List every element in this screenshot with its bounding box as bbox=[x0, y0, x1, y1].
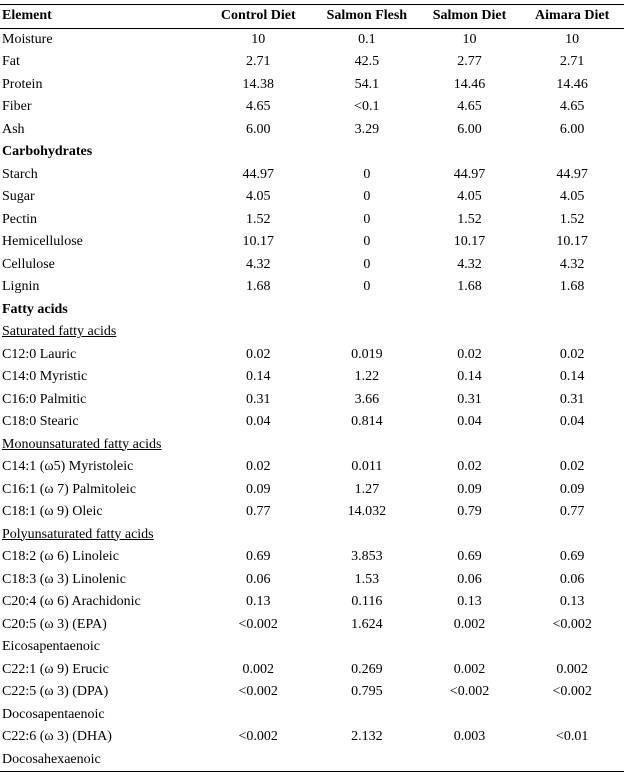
cell-salmon-diet: 6.00 bbox=[457, 121, 482, 137]
cell-control-diet: 4.65 bbox=[245, 99, 271, 114]
table-row bbox=[0, 659, 624, 682]
cell-element: Cellulose bbox=[2, 256, 55, 272]
cell-element: Lignin bbox=[2, 279, 40, 294]
cell-salmon-flesh: 0.814 bbox=[351, 414, 383, 429]
cell-salmon-flesh: 1.22 bbox=[354, 369, 380, 384]
empty-cell bbox=[419, 141, 521, 164]
cell-aimara-diet: 1.68 bbox=[559, 279, 585, 294]
empty-cell bbox=[315, 321, 419, 344]
cell-element: C20:5 (ω 3) (EPA) bbox=[2, 616, 107, 632]
cell-element bbox=[0, 141, 201, 164]
header-aimara-diet: Aimara Diet bbox=[520, 5, 624, 29]
table-row bbox=[0, 501, 624, 524]
cell-salmon-diet: 0.002 bbox=[453, 616, 486, 632]
empty-cell bbox=[201, 141, 315, 164]
cell-aimara-diet: 0.13 bbox=[559, 594, 585, 609]
header-element: Element bbox=[0, 5, 201, 29]
cell-salmon-flesh: 42.5 bbox=[354, 54, 380, 69]
table-row bbox=[0, 254, 624, 277]
cell-aimara-diet: 0.14 bbox=[559, 369, 585, 384]
cell-control-diet: 0.04 bbox=[245, 414, 271, 429]
cell-aimara-diet: 14.46 bbox=[556, 76, 588, 92]
table-row bbox=[0, 28, 624, 51]
table-row bbox=[0, 231, 624, 254]
empty-cell bbox=[419, 434, 521, 457]
subsection-row bbox=[0, 524, 624, 547]
cell-control-diet: 0.77 bbox=[245, 504, 271, 519]
header-control-diet: Control Diet bbox=[201, 5, 315, 29]
empty-cell bbox=[315, 299, 419, 322]
empty-cell bbox=[201, 524, 315, 547]
cell-aimara-diet: 2.71 bbox=[559, 54, 585, 69]
cell-control-diet: 4.05 bbox=[245, 189, 271, 204]
cell-control-diet: 0.09 bbox=[245, 481, 271, 497]
cell-salmon-diet: <0.002 bbox=[449, 684, 490, 699]
cell-aimara-diet: 10.17 bbox=[556, 234, 588, 249]
empty-cell bbox=[201, 704, 315, 727]
cell-salmon-diet: 10 bbox=[462, 31, 477, 47]
table-row bbox=[0, 344, 624, 367]
cell-element: C16:1 (ω 7) Palmitoleic bbox=[2, 481, 137, 497]
empty-cell bbox=[315, 704, 419, 727]
cell-salmon-flesh: 1.624 bbox=[351, 616, 383, 632]
cell-salmon-diet: 0.09 bbox=[457, 481, 482, 497]
cell-control-diet: <0.002 bbox=[238, 616, 278, 632]
cell-element: C14:0 Myristic bbox=[2, 369, 88, 384]
cell-aimara-diet: 10 bbox=[565, 31, 580, 47]
cell-control-diet: 0.06 bbox=[245, 571, 271, 587]
section-row bbox=[0, 141, 624, 164]
section-heading: Carbohydrates bbox=[2, 144, 93, 159]
subsection-heading: Saturated fatty acids bbox=[2, 324, 117, 339]
subsection-row bbox=[0, 321, 624, 344]
section-row bbox=[0, 299, 624, 322]
cell-element: C18:2 (ω 6) Linoleic bbox=[2, 549, 119, 564]
cell-element: C16:0 Palmitic bbox=[2, 391, 87, 407]
cell-salmon-diet: 0.31 bbox=[457, 391, 482, 407]
cell-element bbox=[0, 749, 201, 772]
cell-element: Moisture bbox=[2, 31, 53, 47]
empty-cell bbox=[520, 434, 624, 457]
cell-salmon-diet: 4.05 bbox=[457, 189, 482, 204]
table-row bbox=[0, 164, 624, 187]
label-row bbox=[0, 636, 624, 659]
cell-element: Starch bbox=[2, 166, 38, 182]
table-row bbox=[0, 51, 624, 74]
empty-cell bbox=[201, 749, 315, 772]
table-row bbox=[0, 186, 624, 209]
cell-control-diet: <0.002 bbox=[238, 684, 278, 699]
row-label-continuation: Docosapentaenoic bbox=[2, 706, 105, 722]
row-label-continuation: Eicosapentaenoic bbox=[2, 639, 100, 654]
cell-aimara-diet: 4.05 bbox=[559, 189, 585, 204]
header-row bbox=[0, 5, 624, 29]
cell-aimara-diet: 1.52 bbox=[559, 211, 585, 227]
cell-control-diet: 1.52 bbox=[245, 211, 271, 227]
cell-salmon-flesh: 0.795 bbox=[351, 684, 383, 699]
cell-control-diet: 44.97 bbox=[242, 166, 274, 182]
cell-salmon-flesh: 0 bbox=[363, 234, 371, 249]
cell-aimara-diet: 44.97 bbox=[556, 166, 588, 182]
cell-control-diet: 2.71 bbox=[245, 54, 271, 69]
empty-cell bbox=[315, 434, 419, 457]
cell-salmon-flesh: <0.1 bbox=[354, 99, 380, 114]
cell-aimara-diet: 4.65 bbox=[559, 99, 585, 114]
cell-salmon-flesh: 0.116 bbox=[351, 594, 383, 609]
cell-salmon-flesh: 0 bbox=[363, 211, 371, 227]
empty-cell bbox=[419, 321, 521, 344]
cell-salmon-diet: 0.003 bbox=[453, 729, 486, 744]
table-row bbox=[0, 726, 624, 749]
table-row bbox=[0, 569, 624, 592]
row-label-continuation: Docosahexaenoic bbox=[2, 751, 101, 767]
table-row bbox=[0, 209, 624, 232]
cell-element: Hemicellulose bbox=[2, 234, 83, 249]
empty-cell bbox=[520, 636, 624, 659]
cell-salmon-flesh: 3.29 bbox=[354, 121, 380, 137]
cell-element: C18:1 (ω 9) Oleic bbox=[2, 504, 103, 519]
table-row bbox=[0, 681, 624, 704]
empty-cell bbox=[419, 704, 521, 727]
cell-aimara-diet: 0.77 bbox=[559, 504, 585, 519]
cell-element bbox=[0, 299, 201, 322]
label-row bbox=[0, 704, 624, 727]
cell-element: C18:3 (ω 3) Linolenic bbox=[2, 571, 126, 587]
cell-salmon-diet: 4.65 bbox=[457, 99, 482, 114]
cell-aimara-diet: 0.002 bbox=[556, 661, 588, 677]
empty-cell bbox=[520, 299, 624, 322]
cell-salmon-flesh: 14.032 bbox=[347, 504, 387, 519]
cell-element: C20:4 (ω 6) Arachidonic bbox=[2, 594, 141, 609]
cell-control-diet: 0.69 bbox=[245, 549, 271, 564]
empty-cell bbox=[520, 141, 624, 164]
header-salmon-flesh: Salmon Flesh bbox=[315, 5, 419, 29]
cell-aimara-diet: 4.32 bbox=[559, 256, 585, 272]
cell-aimara-diet: 0.31 bbox=[559, 391, 585, 407]
cell-aimara-diet: 0.09 bbox=[559, 481, 585, 497]
cell-element: C22:1 (ω 9) Erucic bbox=[2, 661, 109, 677]
cell-salmon-diet: 0.79 bbox=[457, 504, 482, 519]
empty-cell bbox=[201, 434, 315, 457]
cell-salmon-flesh: 3.853 bbox=[351, 549, 383, 564]
cell-element: Ash bbox=[2, 121, 25, 137]
empty-cell bbox=[419, 299, 521, 322]
subsection-heading: Polyunsaturated fatty acids bbox=[2, 526, 154, 542]
table-body bbox=[0, 28, 624, 772]
cell-element: Pectin bbox=[2, 211, 37, 227]
cell-salmon-flesh: 0 bbox=[363, 166, 371, 182]
cell-element bbox=[0, 524, 201, 547]
cell-salmon-diet: 10.17 bbox=[453, 234, 486, 249]
cell-aimara-diet: 0.06 bbox=[559, 571, 585, 587]
cell-element: Protein bbox=[2, 76, 43, 92]
cell-salmon-diet: 0.02 bbox=[457, 459, 482, 474]
cell-aimara-diet: <0.002 bbox=[552, 616, 592, 632]
empty-cell bbox=[520, 749, 624, 772]
cell-control-diet: 0.13 bbox=[245, 594, 271, 609]
cell-aimara-diet: 0.02 bbox=[559, 346, 585, 362]
cell-element bbox=[0, 321, 201, 344]
cell-salmon-flesh: 0.269 bbox=[351, 661, 383, 677]
empty-cell bbox=[315, 141, 419, 164]
cell-control-diet: 1.68 bbox=[245, 279, 271, 294]
cell-salmon-flesh: 0.011 bbox=[351, 459, 383, 474]
cell-control-diet: 10.17 bbox=[242, 234, 274, 249]
cell-salmon-diet: 2.77 bbox=[457, 54, 482, 69]
empty-cell bbox=[315, 524, 419, 547]
cell-salmon-diet: 44.97 bbox=[453, 166, 486, 182]
cell-aimara-diet: 6.00 bbox=[559, 121, 585, 137]
empty-cell bbox=[201, 636, 315, 659]
cell-aimara-diet: 0.69 bbox=[559, 549, 585, 564]
table-header bbox=[0, 5, 624, 29]
cell-control-diet: 0.14 bbox=[245, 369, 271, 384]
cell-salmon-flesh: 0 bbox=[363, 189, 371, 204]
cell-control-diet: 10 bbox=[251, 31, 266, 47]
cell-salmon-flesh: 0.019 bbox=[351, 346, 383, 362]
empty-cell bbox=[419, 636, 521, 659]
cell-salmon-flesh: 54.1 bbox=[354, 76, 380, 92]
cell-salmon-flesh: 1.53 bbox=[354, 571, 380, 587]
cell-salmon-flesh: 0.1 bbox=[358, 31, 376, 47]
cell-control-diet: 0.02 bbox=[245, 459, 271, 474]
cell-control-diet: 0.02 bbox=[245, 346, 271, 362]
cell-salmon-diet: 1.68 bbox=[457, 279, 482, 294]
cell-aimara-diet: <0.002 bbox=[552, 684, 592, 699]
empty-cell bbox=[520, 321, 624, 344]
cell-control-diet: 0.002 bbox=[242, 661, 274, 677]
cell-element: C22:5 (ω 3) (DPA) bbox=[2, 684, 109, 699]
cell-salmon-diet: 4.32 bbox=[457, 256, 482, 272]
empty-cell bbox=[520, 524, 624, 547]
cell-salmon-diet: 0.002 bbox=[453, 661, 486, 677]
composition-table bbox=[0, 4, 624, 772]
cell-salmon-diet: 0.14 bbox=[457, 369, 482, 384]
cell-element: Sugar bbox=[2, 189, 35, 204]
subsection-row bbox=[0, 434, 624, 457]
section-heading: Fatty acids bbox=[2, 301, 68, 317]
cell-element: C18:0 Stearic bbox=[2, 414, 79, 429]
cell-salmon-diet: 14.46 bbox=[453, 76, 486, 92]
table-row bbox=[0, 389, 624, 412]
empty-cell bbox=[419, 749, 521, 772]
cell-salmon-flesh: 1.27 bbox=[354, 481, 380, 497]
cell-salmon-flesh: 2.132 bbox=[351, 729, 383, 744]
cell-element: C22:6 (ω 3) (DHA) bbox=[2, 729, 112, 744]
table-row bbox=[0, 411, 624, 434]
cell-control-diet: <0.002 bbox=[238, 729, 278, 744]
empty-cell bbox=[315, 636, 419, 659]
cell-salmon-diet: 0.69 bbox=[457, 549, 482, 564]
cell-aimara-diet: <0.01 bbox=[555, 729, 589, 744]
cell-control-diet: 4.32 bbox=[245, 256, 271, 272]
empty-cell bbox=[520, 704, 624, 727]
empty-cell bbox=[419, 524, 521, 547]
table-row bbox=[0, 456, 624, 479]
cell-element: C14:1 (ω5) Myristoleic bbox=[2, 459, 134, 474]
cell-element: C12:0 Lauric bbox=[2, 346, 77, 362]
cell-salmon-flesh: 0 bbox=[363, 256, 371, 272]
empty-cell bbox=[201, 299, 315, 322]
table-row bbox=[0, 119, 624, 142]
cell-aimara-diet: 0.04 bbox=[559, 414, 585, 429]
cell-element: Fiber bbox=[2, 99, 32, 114]
cell-salmon-diet: 0.06 bbox=[457, 571, 482, 587]
table-row bbox=[0, 96, 624, 119]
cell-control-diet: 0.31 bbox=[245, 391, 271, 407]
subsection-heading: Monounsaturated fatty acids bbox=[2, 436, 162, 452]
cell-salmon-diet: 0.04 bbox=[457, 414, 482, 429]
cell-aimara-diet: 0.02 bbox=[559, 459, 585, 474]
header-salmon-diet: Salmon Diet bbox=[419, 5, 521, 29]
cell-salmon-diet: 1.52 bbox=[457, 211, 482, 227]
cell-element bbox=[0, 636, 201, 659]
cell-salmon-diet: 0.13 bbox=[457, 594, 482, 609]
cell-element bbox=[0, 704, 201, 727]
empty-cell bbox=[201, 321, 315, 344]
cell-salmon-flesh: 3.66 bbox=[354, 391, 380, 407]
cell-control-diet: 14.38 bbox=[242, 76, 274, 92]
table-row bbox=[0, 276, 624, 299]
table-row bbox=[0, 479, 624, 502]
cell-salmon-flesh: 0 bbox=[363, 279, 371, 294]
table-row bbox=[0, 546, 624, 569]
empty-cell bbox=[315, 749, 419, 772]
table-row bbox=[0, 74, 624, 97]
cell-control-diet: 6.00 bbox=[245, 121, 271, 137]
cell-element bbox=[0, 434, 201, 457]
cell-salmon-diet: 0.02 bbox=[457, 346, 482, 362]
table-row bbox=[0, 591, 624, 614]
table-row bbox=[0, 614, 624, 637]
cell-element: Fat bbox=[2, 54, 20, 69]
table-row bbox=[0, 366, 624, 389]
label-row bbox=[0, 749, 624, 772]
